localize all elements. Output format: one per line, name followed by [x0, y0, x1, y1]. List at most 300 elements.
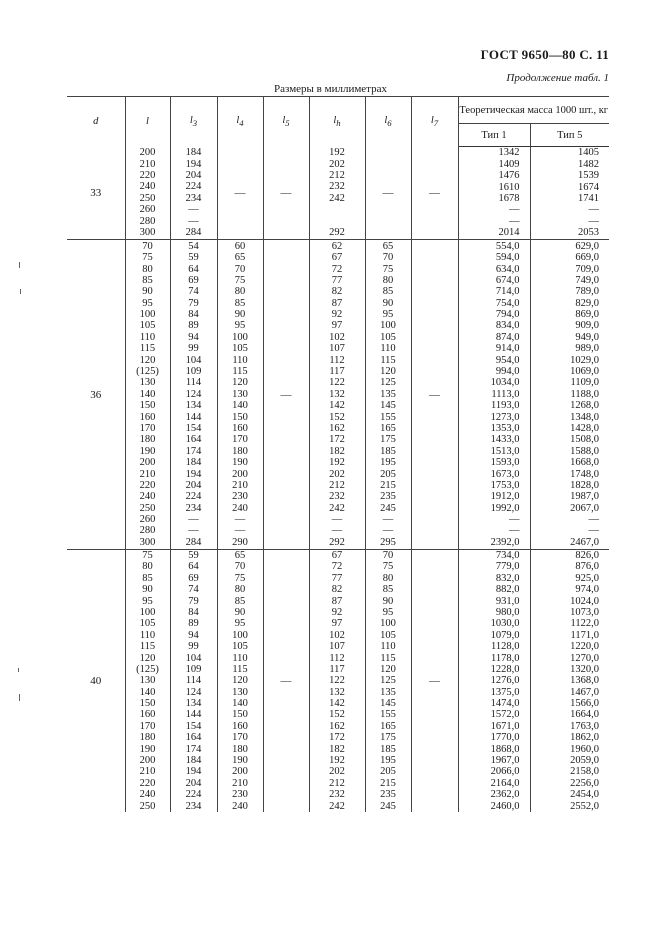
cell-value: 1320,0 [570, 663, 600, 675]
l4-values [218, 550, 263, 812]
cell-value: 242 [329, 800, 345, 812]
col-header-l6: $l_6$ [365, 97, 411, 147]
cell-value: 1409 [498, 158, 520, 170]
cell-value: 1188,0 [570, 388, 600, 400]
cell-value: 1678 [498, 193, 520, 204]
cell-value: 749,0 [575, 274, 600, 286]
cell-value: 90 [234, 309, 246, 321]
cell-value: 194 [185, 766, 202, 778]
cell-value: 1593,0 [490, 457, 520, 469]
cell-value: 234 [185, 800, 202, 812]
cell-value: 65 [382, 240, 394, 252]
cell-value: 1024,0 [570, 595, 600, 607]
cell-value: 240 [232, 502, 248, 514]
cell-value: — [588, 514, 600, 526]
l5-cell: — [263, 550, 309, 812]
cell-value: 909,0 [575, 320, 600, 332]
cell-value: 74 [188, 286, 199, 298]
cell-value: 110 [139, 629, 156, 641]
d-cell: 36 [67, 240, 125, 550]
cell-value: 85 [142, 572, 153, 584]
l7-cell: — [411, 550, 458, 812]
cell-value: 1748,0 [570, 468, 600, 480]
cell-value: 1960,0 [570, 743, 600, 755]
cell-value: 70 [142, 240, 153, 252]
cell-value: 869,0 [575, 309, 600, 321]
cell-value: — [509, 215, 520, 227]
cell-value: — [382, 525, 394, 537]
cell-value: 99 [188, 641, 199, 653]
l6-values [366, 241, 411, 549]
cell-value: 210 [139, 468, 156, 480]
cell-value: 75 [234, 572, 246, 584]
lh-cell [309, 550, 365, 812]
cell-value: 75 [142, 252, 153, 264]
cell-value: 240 [139, 181, 156, 193]
cell-value: 70 [234, 561, 246, 573]
cell-value: 2256,0 [570, 777, 600, 789]
cell-value: 54 [188, 240, 199, 252]
cell-value: 1673,0 [490, 468, 520, 480]
cell-value: 174 [185, 445, 202, 457]
cell-value: 292 [329, 226, 345, 238]
cell-value: 85 [382, 286, 394, 298]
cell-value: 1268,0 [570, 400, 600, 412]
cell-value: 140 [139, 686, 156, 698]
cell-value: 105 [139, 320, 156, 332]
cell-value: 160 [139, 411, 156, 423]
lh-values [310, 550, 365, 812]
cell-value: 79 [188, 595, 199, 607]
cell-value: 1171,0 [570, 629, 600, 641]
cell-value: 300 [139, 536, 156, 548]
cell-value: 150 [232, 411, 248, 423]
cell-value: 134 [185, 400, 202, 412]
cell-value: 180 [232, 743, 248, 755]
cell-value: 105 [139, 618, 156, 630]
cell-value: 154 [185, 720, 202, 732]
cell-value: — [588, 215, 600, 227]
cell-value: 826,0 [575, 550, 600, 561]
cell-value: 150 [232, 709, 248, 721]
cell-value: 242 [329, 192, 345, 204]
cell-value: 1079,0 [490, 629, 520, 641]
cell-value: 2164,0 [490, 777, 520, 789]
col-header-mass: Теоретическая масса 1000 шт., кг [458, 97, 609, 124]
cell-value: 1664,0 [570, 709, 600, 721]
cell-value: 95 [382, 606, 394, 618]
cell-value: 234 [185, 502, 202, 514]
cell-value: 1987,0 [570, 491, 600, 503]
cell-value: 260 [139, 204, 156, 216]
cell-value: 84 [188, 606, 199, 618]
cell-value: 212 [329, 169, 345, 181]
cell-value: 980,0 [495, 606, 520, 618]
cell-value: 182 [329, 445, 345, 457]
cell-value: 2158,0 [570, 766, 600, 778]
cell-value: 2552,0 [570, 800, 600, 812]
cell-value: 190 [232, 457, 248, 469]
cell-value: 242 [329, 502, 345, 514]
cell-value: 95 [382, 309, 394, 321]
cell-value: 102 [329, 331, 345, 343]
cell-value: 794,0 [495, 309, 520, 321]
cell-value: 84 [188, 309, 199, 321]
l7-cell: — [411, 147, 458, 240]
cell-value: 155 [380, 411, 396, 423]
cell-value: — [188, 514, 199, 526]
cell-value: 1193,0 [491, 400, 520, 412]
mass-type5-cell [530, 147, 609, 240]
cell-value: 105 [380, 629, 396, 641]
cell-value: 205 [380, 766, 396, 778]
cell-value: 232 [329, 181, 345, 193]
table-continuation-note: Продолжение табл. 1 [506, 72, 609, 84]
l5-cell: — [263, 240, 309, 550]
l6-cell [365, 550, 411, 812]
cell-value: 92 [331, 309, 343, 321]
cell-value: 120 [380, 366, 396, 378]
cell-value: 205 [380, 468, 396, 480]
l-cell [125, 147, 170, 240]
cell-value: 1109,0 [570, 377, 600, 389]
cell-value: 1588,0 [570, 445, 600, 457]
cell-value: 240 [232, 800, 248, 812]
cell-value: — [331, 525, 343, 537]
cell-value: 112 [329, 652, 345, 664]
cell-value: 90 [142, 584, 153, 596]
d-cell: 33 [67, 147, 125, 240]
cell-value: 80 [382, 274, 394, 286]
cell-value: 2014 [498, 227, 520, 239]
cell-value: 109 [185, 366, 202, 378]
m1-values [459, 241, 530, 549]
l3-cell [170, 240, 217, 550]
cell-value: 115 [380, 652, 396, 664]
cell-value: 130 [232, 686, 248, 698]
cell-value: 669,0 [575, 252, 600, 264]
cell-value: 195 [380, 755, 396, 767]
cell-value: 125 [380, 675, 396, 687]
cell-value: 130 [139, 675, 156, 687]
cell-value: 100 [380, 618, 396, 630]
cell-value: 92 [331, 606, 343, 618]
cell-value: 1753,0 [490, 479, 520, 491]
cell-value: 1428,0 [570, 422, 600, 434]
cell-value: 874,0 [495, 331, 520, 343]
cell-value: 2392,0 [490, 536, 520, 548]
cell-value: 989,0 [575, 343, 600, 355]
cell-value: 180 [232, 445, 248, 457]
cell-value: 832,0 [495, 572, 520, 584]
cell-value: 949,0 [575, 331, 600, 343]
cell-value: 150 [139, 698, 156, 710]
table-row-group [67, 147, 609, 240]
cell-value: — [509, 204, 520, 216]
cell-value: 134 [185, 698, 202, 710]
cell-value: 142 [329, 400, 345, 412]
col-header-l7: $l_7$ [411, 97, 458, 147]
cell-value: 1073,0 [570, 606, 600, 618]
cell-value: 135 [380, 388, 396, 400]
cell-value: 1353,0 [490, 422, 520, 434]
cell-value: 882,0 [495, 584, 520, 596]
cell-value: 2467,0 [570, 536, 600, 548]
l7-cell: — [411, 240, 458, 550]
l4-cell [217, 550, 263, 812]
cell-value: 90 [142, 286, 153, 298]
cell-value: 100 [232, 331, 248, 343]
cell-value: 97 [331, 320, 343, 332]
cell-value: 1967,0 [490, 755, 520, 767]
cell-value: 1405 [578, 147, 600, 159]
cell-value: 1069,0 [570, 366, 600, 378]
cell-value: 82 [331, 584, 343, 596]
lh-values [310, 147, 365, 238]
mass-type5-cell [530, 240, 609, 550]
cell-value: 115 [232, 663, 248, 675]
cell-value: 87 [331, 595, 343, 607]
cell-value: 64 [188, 263, 199, 275]
margin-mark [19, 694, 20, 701]
cell-value: 2053 [578, 227, 600, 239]
cell-value: 122 [329, 377, 345, 389]
cell-value: 85 [142, 274, 153, 286]
cell-value: 1122,0 [570, 618, 600, 630]
cell-value: 72 [331, 263, 343, 275]
cell-value: 220 [139, 479, 156, 491]
l6-values [366, 550, 411, 812]
cell-value: 1276,0 [490, 675, 520, 687]
cell-value: 235 [380, 789, 396, 801]
cell-value: 74 [188, 584, 199, 596]
cell-value: 75 [382, 561, 394, 573]
cell-value: 290 [232, 536, 248, 548]
cell-value: 202 [329, 158, 345, 170]
cell-value: 284 [185, 536, 202, 548]
cell-value: 115 [139, 641, 156, 653]
col-header-lh: $l_h$ [309, 97, 365, 147]
cell-value: 235 [380, 491, 396, 503]
cell-value: 779,0 [495, 561, 520, 573]
cell-value: 192 [329, 755, 345, 767]
cell-value: 95 [142, 297, 153, 309]
cell-value: 75 [234, 274, 246, 286]
lh-cell [309, 147, 365, 240]
margin-mark [20, 289, 21, 294]
cell-value: 1270,0 [570, 652, 600, 664]
cell-value: 114 [185, 675, 202, 687]
cell-value: 154 [185, 422, 202, 434]
cell-value: 200 [139, 147, 156, 159]
margin-mark [18, 668, 19, 672]
cell-value: 87 [331, 297, 343, 309]
cell-value: 160 [232, 422, 248, 434]
cell-value: 240 [139, 789, 156, 801]
l-values [126, 147, 170, 238]
cell-value: 62 [331, 240, 343, 252]
l3-values [171, 550, 217, 812]
cell-value: 89 [188, 320, 199, 332]
cell-value: 1467,0 [570, 686, 600, 698]
cell-value: 70 [382, 252, 394, 264]
cell-value: 90 [382, 297, 394, 309]
cell-value: — [509, 525, 520, 537]
cell-value: (125) [136, 663, 159, 675]
l-cell [125, 240, 170, 550]
cell-value: 115 [380, 354, 396, 366]
cell-value: 97 [331, 618, 343, 630]
cell-value: 114 [185, 377, 202, 389]
cell-value: 280 [139, 215, 156, 227]
cell-value: — [234, 514, 246, 526]
cell-value: 115 [139, 343, 156, 355]
cell-value: 300 [139, 226, 156, 238]
cell-value: 674,0 [495, 274, 520, 286]
cell-value: 1610 [498, 181, 520, 193]
cell-value: 2066,0 [490, 766, 520, 778]
cell-value: 105 [232, 343, 248, 355]
dimensions-table [67, 96, 609, 812]
cell-value: 1868,0 [490, 743, 520, 755]
cell-value: 224 [185, 181, 202, 193]
l4-cell: — [217, 147, 263, 240]
cell-value: 1539 [578, 170, 600, 182]
cell-value: 1482 [578, 158, 600, 170]
cell-value: 105 [380, 331, 396, 343]
cell-value: 125 [380, 377, 396, 389]
cell-value: 170 [139, 422, 156, 434]
cell-value: 1228,0 [490, 663, 520, 675]
cell-value: 140 [232, 698, 248, 710]
cell-value: 194 [185, 158, 202, 170]
cell-value: 80 [142, 561, 153, 573]
cell-value: 172 [329, 434, 345, 446]
cell-value: 1342 [498, 147, 520, 159]
cell-value: 164 [185, 732, 202, 744]
l6-cell: — [365, 147, 411, 240]
cell-value: 754,0 [495, 297, 520, 309]
cell-value: 120 [380, 663, 396, 675]
cell-value: 240 [139, 491, 156, 503]
cell-value: — [188, 525, 199, 537]
cell-value: 107 [329, 343, 345, 355]
cell-value: 99 [188, 343, 199, 355]
cell-value: 69 [188, 572, 199, 584]
cell-value: 834,0 [495, 320, 520, 332]
d-cell: 40 [67, 550, 125, 812]
cell-value: 64 [188, 561, 199, 573]
cell-value: 202 [329, 468, 345, 480]
cell-value: 634,0 [495, 263, 520, 275]
cell-value: 85 [234, 595, 246, 607]
cell-value: 204 [185, 479, 202, 491]
cell-value: 67 [331, 550, 343, 561]
cell-value: 1034,0 [490, 377, 520, 389]
cell-value: 79 [188, 297, 199, 309]
cell-value: 117 [329, 366, 345, 378]
cell-value: — [331, 514, 343, 526]
cell-value: — [588, 204, 600, 216]
cell-value: 94 [188, 331, 199, 343]
cell-value: 80 [234, 286, 246, 298]
cell-value: 132 [329, 686, 345, 698]
cell-value: 210 [232, 777, 248, 789]
cell-value: 80 [234, 584, 246, 596]
cell-value: 124 [185, 686, 202, 698]
cell-value: — [188, 215, 199, 227]
cell-value: 1128,0 [491, 641, 520, 653]
cell-value: 212 [329, 777, 345, 789]
cell-value: — [188, 204, 199, 216]
l3-cell [170, 147, 217, 240]
cell-value: 260 [139, 514, 156, 526]
cell-value: 145 [380, 698, 396, 710]
cell-value: 994,0 [495, 366, 520, 378]
cell-value: 175 [380, 732, 396, 744]
cell-value: 77 [331, 572, 343, 584]
cell-value: 164 [185, 434, 202, 446]
cell-value: 130 [232, 388, 248, 400]
cell-value: 95 [234, 320, 246, 332]
cell-value: 1671,0 [490, 720, 520, 732]
m5-values [531, 241, 610, 549]
cell-value: 140 [232, 400, 248, 412]
cell-value: 124 [185, 388, 202, 400]
cell-value: 829,0 [575, 297, 600, 309]
cell-value: 59 [188, 550, 199, 561]
cell-value: 974,0 [575, 584, 600, 596]
cell-value: 1368,0 [570, 675, 600, 687]
cell-value: 170 [139, 720, 156, 732]
cell-value: 90 [234, 606, 246, 618]
cell-value: 1770,0 [490, 732, 520, 744]
cell-value: 144 [185, 709, 202, 721]
cell-value: 75 [142, 550, 153, 561]
cell-value: 1273,0 [490, 411, 520, 423]
cell-value: 954,0 [495, 354, 520, 366]
cell-value: 1828,0 [570, 479, 600, 491]
cell-value: 85 [234, 297, 246, 309]
mass-type1-cell [458, 550, 530, 812]
cell-value: 184 [185, 755, 202, 767]
cell-value: 120 [139, 354, 156, 366]
col-header-type1: Тип 1 [458, 124, 530, 147]
cell-value: 1912,0 [490, 491, 520, 503]
page-header: ГОСТ 9650—80 С. 11 [480, 47, 609, 62]
cell-value: 69 [188, 274, 199, 286]
cell-value: 180 [139, 434, 156, 446]
cell-value: 295 [380, 536, 396, 548]
cell-value: 1668,0 [570, 457, 600, 469]
cell-value: 117 [329, 663, 345, 675]
cell-value: 1030,0 [490, 618, 520, 630]
cell-value: 160 [139, 709, 156, 721]
cell-value: 182 [329, 743, 345, 755]
cell-value: 789,0 [575, 286, 600, 298]
cell-value: 215 [380, 479, 396, 491]
lh-cell [309, 240, 365, 550]
col-header-l: l [125, 97, 170, 147]
col-header-l5: $l_5$ [263, 97, 309, 147]
lh-values [310, 241, 365, 549]
cell-value: 204 [185, 169, 202, 181]
cell-value: 220 [139, 777, 156, 789]
cell-value: 110 [232, 354, 248, 366]
cell-value: 110 [380, 641, 396, 653]
cell-value: 1513,0 [490, 445, 520, 457]
cell-value: 75 [382, 263, 394, 275]
